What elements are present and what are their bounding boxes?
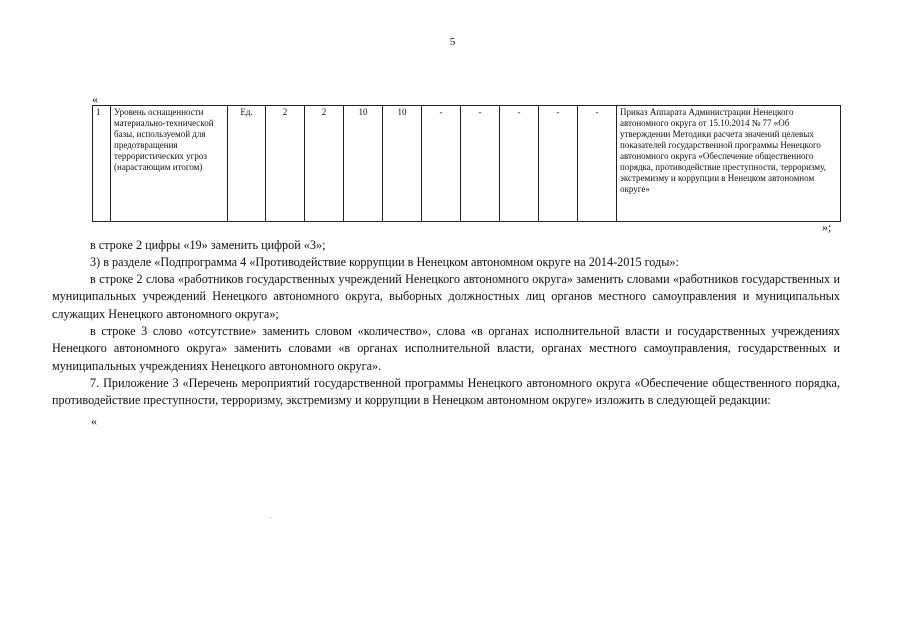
cell-indicator-name: Уровень оснащенности материально-технической базы, используемой для предотвращения террористических угроз (нарастающим итогом)	[111, 106, 228, 222]
opening-quote-mark-bottom: «	[91, 414, 97, 428]
table-row	[93, 106, 841, 222]
cell-value: -	[539, 106, 578, 222]
cell-source-document: Приказ Аппарата Администрации Ненецкого автономного округа от 15.10.2014 № 77 «Об утверждении Методики расчета значений целевых показателей государственной программы Ненецкого автономного округа «Обеспечение общественного порядка, противодействие преступности, терроризму, экстремизму и коррупции в Ненецком автономном округе»	[617, 106, 841, 222]
cell-value: -	[422, 106, 461, 222]
cell-value: 10	[344, 106, 383, 222]
cell-value: -	[500, 106, 539, 222]
indicator-table	[92, 105, 841, 222]
opening-quote-mark: «	[92, 92, 98, 106]
paragraph-item7: 7. Приложение 3 «Перечень мероприятий государственной программы Ненецкого автономного округа «Обеспечение общественного порядка, противодействие преступности, терроризму, экстремизму и коррупции в Ненецком автономном округе» изложить в следующей редакции:	[52, 376, 840, 408]
cell-value: -	[461, 106, 500, 222]
paragraph-line2-words: в строке 2 слова «работников государственных учреждений Ненецкого автономного округа» заменить словами «работников государственных и муниципальных учреждений Ненецкого автономного округа, выборных должностных лиц органов местного самоуправления и муниципальных служащих Ненецкого автономного округа»;	[52, 272, 840, 321]
cell-value: 2	[305, 106, 344, 222]
cell-value: 2	[266, 106, 305, 222]
paragraph-line3-words: в строке 3 слово «отсутствие» заменить словом «количество», слова «в органах исполнительной власти и государственных учреждениях Ненецкого автономного округа» заменить словами «в органах исполнительной власти, органах местного самоуправления, государственных и муниципальных учреждениях Ненецкого автономного округа».	[52, 324, 840, 373]
cell-value: 10	[383, 106, 422, 222]
paragraph-section3: 3) в разделе «Подпрограмма 4 «Противодействие коррупции в Ненецком автономном округе на 2014-2015 годы»:	[90, 255, 679, 269]
cell-value: -	[578, 106, 617, 222]
paragraph-line2-replacement: в строке 2 цифры «19» заменить цифрой «3»;	[90, 238, 326, 252]
cell-unit: Ед.	[228, 106, 266, 222]
page-number: 5	[449, 36, 456, 48]
cell-number: 1	[93, 106, 111, 222]
closing-quote-mark: »;	[822, 220, 832, 234]
scan-speck	[270, 517, 271, 518]
